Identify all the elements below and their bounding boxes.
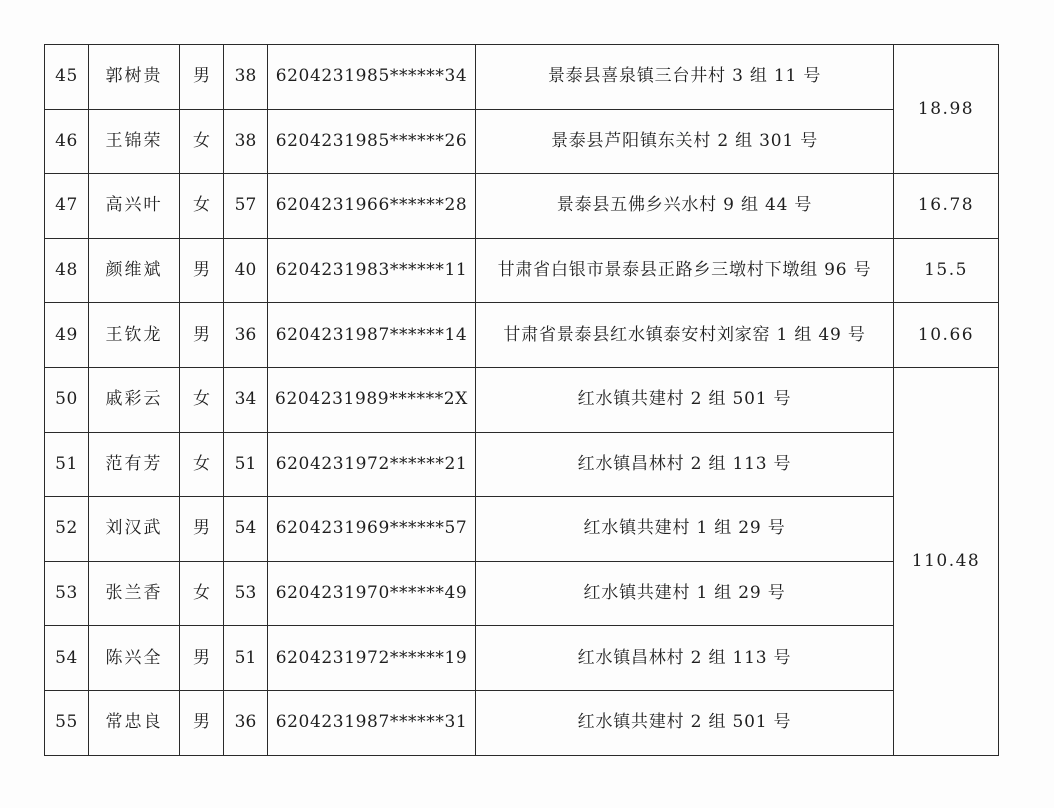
age: 40 <box>224 238 268 303</box>
address: 红水镇共建村 1 组 29 号 <box>476 497 894 562</box>
amount-cell: 16.78 <box>894 174 999 239</box>
amount-cell: 110.48 <box>894 367 999 755</box>
roster-table <box>44 44 999 756</box>
table-row <box>45 626 999 691</box>
table-row <box>45 303 999 368</box>
table-row <box>45 497 999 562</box>
address: 景泰县五佛乡兴水村 9 组 44 号 <box>476 174 894 239</box>
id-number: 6204231983******11 <box>268 238 476 303</box>
id-number: 6204231987******31 <box>268 690 476 755</box>
row-number: 54 <box>45 626 89 691</box>
gender: 男 <box>180 303 224 368</box>
gender: 男 <box>180 626 224 691</box>
table-row <box>45 45 999 110</box>
age: 38 <box>224 45 268 110</box>
gender: 女 <box>180 367 224 432</box>
address: 甘肃省景泰县红水镇泰安村刘家窑 1 组 49 号 <box>476 303 894 368</box>
gender: 女 <box>180 432 224 497</box>
person-name: 张兰香 <box>89 561 180 626</box>
id-number: 6204231966******28 <box>268 174 476 239</box>
gender: 男 <box>180 45 224 110</box>
id-number: 6204231970******49 <box>268 561 476 626</box>
person-name: 郭树贵 <box>89 45 180 110</box>
person-name: 戚彩云 <box>89 367 180 432</box>
age: 53 <box>224 561 268 626</box>
row-number: 53 <box>45 561 89 626</box>
row-number: 51 <box>45 432 89 497</box>
person-name: 陈兴全 <box>89 626 180 691</box>
age: 36 <box>224 303 268 368</box>
age: 57 <box>224 174 268 239</box>
gender: 男 <box>180 238 224 303</box>
age: 36 <box>224 690 268 755</box>
person-name: 范有芳 <box>89 432 180 497</box>
address: 甘肃省白银市景泰县正路乡三墩村下墩组 96 号 <box>476 238 894 303</box>
table-row <box>45 109 999 174</box>
address: 红水镇昌林村 2 组 113 号 <box>476 626 894 691</box>
amount-cell: 15.5 <box>894 238 999 303</box>
address: 红水镇昌林村 2 组 113 号 <box>476 432 894 497</box>
amount-cell: 18.98 <box>894 45 999 174</box>
id-number: 6204231987******14 <box>268 303 476 368</box>
address: 景泰县喜泉镇三台井村 3 组 11 号 <box>476 45 894 110</box>
row-number: 46 <box>45 109 89 174</box>
age: 51 <box>224 626 268 691</box>
person-name: 颜维斌 <box>89 238 180 303</box>
person-name: 王锦荣 <box>89 109 180 174</box>
row-number: 50 <box>45 367 89 432</box>
table-row <box>45 432 999 497</box>
id-number: 6204231985******34 <box>268 45 476 110</box>
id-number: 6204231969******57 <box>268 497 476 562</box>
id-number: 6204231989******2X <box>268 367 476 432</box>
address: 红水镇共建村 2 组 501 号 <box>476 690 894 755</box>
table-row <box>45 561 999 626</box>
row-number: 48 <box>45 238 89 303</box>
gender: 女 <box>180 174 224 239</box>
gender: 女 <box>180 109 224 174</box>
amount-cell: 10.66 <box>894 303 999 368</box>
gender: 男 <box>180 497 224 562</box>
table-row <box>45 174 999 239</box>
table-row <box>45 690 999 755</box>
id-number: 6204231985******26 <box>268 109 476 174</box>
address: 红水镇共建村 2 组 501 号 <box>476 367 894 432</box>
person-name: 常忠良 <box>89 690 180 755</box>
address: 红水镇共建村 1 组 29 号 <box>476 561 894 626</box>
age: 51 <box>224 432 268 497</box>
row-number: 47 <box>45 174 89 239</box>
person-name: 王钦龙 <box>89 303 180 368</box>
person-name: 高兴叶 <box>89 174 180 239</box>
row-number: 49 <box>45 303 89 368</box>
age: 54 <box>224 497 268 562</box>
age: 38 <box>224 109 268 174</box>
table-row <box>45 238 999 303</box>
gender: 女 <box>180 561 224 626</box>
row-number: 55 <box>45 690 89 755</box>
age: 34 <box>224 367 268 432</box>
id-number: 6204231972******19 <box>268 626 476 691</box>
person-name: 刘汉武 <box>89 497 180 562</box>
table-row <box>45 367 999 432</box>
gender: 男 <box>180 690 224 755</box>
row-number: 45 <box>45 45 89 110</box>
address: 景泰县芦阳镇东关村 2 组 301 号 <box>476 109 894 174</box>
row-number: 52 <box>45 497 89 562</box>
id-number: 6204231972******21 <box>268 432 476 497</box>
